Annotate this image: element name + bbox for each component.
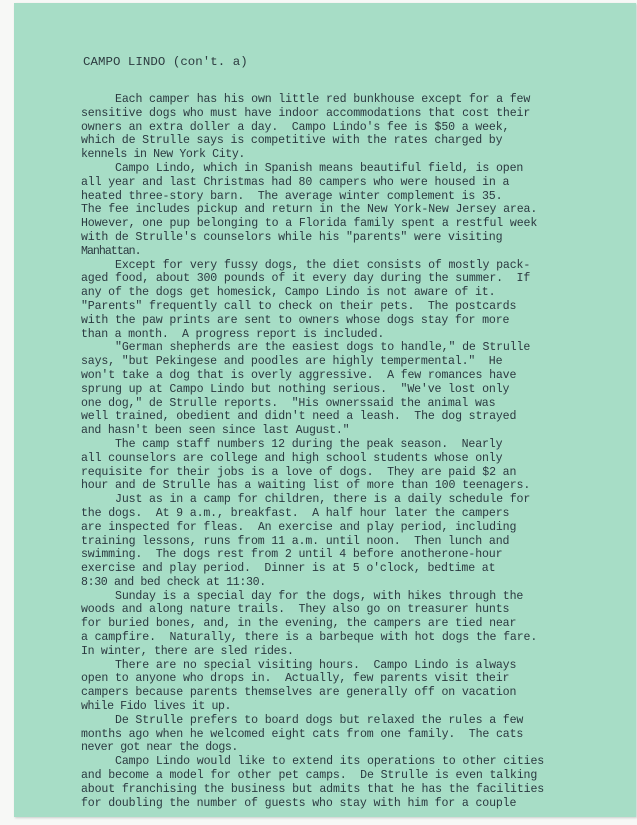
text-line: and hasn't been seen since last August.": [81, 424, 350, 438]
text-line: "Parents" frequently call to check on their pets. The postcards: [81, 299, 517, 313]
text-line: requisite for their jobs is a love of dogs. They are paid $2 an: [81, 465, 517, 479]
text-line: exercise and play period. Dinner is at 5 o'clock, bedtime at: [81, 562, 496, 576]
text-line: campers because parents themselves are generally off on vacation: [81, 686, 517, 700]
text-line: a campfire. Naturally, there is a barbeque with hot dogs the fare.: [81, 631, 538, 645]
text-line: says, "but Pekingese and poodles are highly tempermental." He: [81, 355, 503, 369]
text-line: while Fido lives it up.: [81, 700, 232, 714]
text-line: all counselors are college and high school students whose only: [81, 451, 503, 465]
text-line: well trained, obedient and didn't need a leash. The dog strayed: [81, 410, 517, 424]
text-line: the dogs. At 9 a.m., breakfast. A half hour later the campers: [81, 506, 510, 520]
text-line: about franchising the business but admits that he has the facilities: [81, 782, 545, 796]
text-line: and become a model for other pet camps. De Strulle is even talking: [81, 769, 538, 783]
text-line: months ago when he welcomed eight cats from one family. The cats: [81, 727, 524, 741]
text-line: one dog," de Strulle reports. "His ownerssaid the animal was: [81, 396, 496, 410]
article-body: [81, 93, 636, 810]
text-line: However, one pup belonging to a Florida family spent a restful week: [81, 217, 538, 231]
text-line: never got near the dogs.: [81, 741, 238, 755]
text-line: with de Strulle's counselors while his "parents" were visiting: [81, 230, 503, 244]
text-line: Each camper has his own little red bunkhouse except for a few: [81, 93, 531, 106]
text-line: than a month. A progress report is included.: [81, 327, 385, 341]
text-line: The camp staff numbers 12 during the peak season. Nearly: [81, 437, 503, 451]
text-line: kennels in New York City.: [81, 148, 245, 162]
text-line: In winter, there are sled rides.: [81, 644, 294, 658]
text-line: Except for very fussy dogs, the diet consists of mostly pack-: [81, 258, 531, 272]
text-line: Campo Lindo would like to extend its operations to other cities: [81, 755, 545, 769]
text-line: training lessons, runs from 11 a.m. until noon. Then lunch and: [81, 534, 510, 548]
text-line: aged food, about 300 pounds of it every day during the summer. If: [81, 272, 531, 286]
text-line: De Strulle prefers to board dogs but relaxed the rules a few: [81, 713, 524, 727]
text-line: owners an extra doller a day. Campo Lindo's fee is $50 a week,: [81, 120, 510, 134]
text-line: Just as in a camp for children, there is a daily schedule for: [81, 493, 531, 507]
text-line: are inspected for fleas. An exercise and play period, including: [81, 520, 517, 534]
text-line: woods and along nature trails. They also go on treasurer hunts: [81, 603, 510, 617]
text-line: Campo Lindo, which in Spanish means beautiful field, is open: [81, 161, 524, 175]
text-line: any of the dogs get homesick, Campo Lindo is not aware of it.: [81, 286, 496, 300]
text-line: swimming. The dogs rest from 2 until 4 before anotherone-hour: [81, 548, 503, 562]
text-line: sprung up at Campo Lindo but nothing serious. "We've lost only: [81, 382, 510, 396]
text-line: open to anyone who drops in. Actually, few parents visit their: [81, 672, 510, 686]
text-line: "German shepherds are the easiest dogs to handle," de Strulle: [81, 341, 531, 355]
text-line: for doubling the number of guests who stay with him for a couple: [81, 796, 517, 810]
text-line: There are no special visiting hours. Campo Lindo is always: [81, 658, 517, 672]
text-line: with the paw prints are sent to owners whose dogs stay for more: [81, 313, 510, 327]
text-line: The fee includes pickup and return in the New York-New Jersey area.: [81, 203, 538, 217]
text-line: Sunday is a special day for the dogs, with hikes through the: [81, 589, 524, 603]
text-line: sensitive dogs who must have indoor accommodations that cost their: [81, 106, 531, 120]
text-line: which de Strulle says is competitive with the rates charged by: [81, 134, 503, 148]
text-line: won't take a dog that is overly aggressive. A few romances have: [81, 368, 517, 382]
text-line: hour and de Strulle has a waiting list of more than 100 teenagers.: [81, 479, 531, 493]
typewritten-page: [14, 3, 636, 817]
text-line: 8:30 and bed check at 11:30.: [81, 575, 266, 589]
text-line: Manhattan.: [81, 244, 141, 258]
page-header: CAMPO LINDO (con't. a): [83, 55, 248, 69]
text-line: all year and last Christmas had 80 campers who were housed in a: [81, 175, 510, 189]
text-line: for buried bones, and, in the evening, the campers are tied near: [81, 617, 517, 631]
text-line: heated three-story barn. The average winter complement is 35.: [81, 189, 503, 203]
